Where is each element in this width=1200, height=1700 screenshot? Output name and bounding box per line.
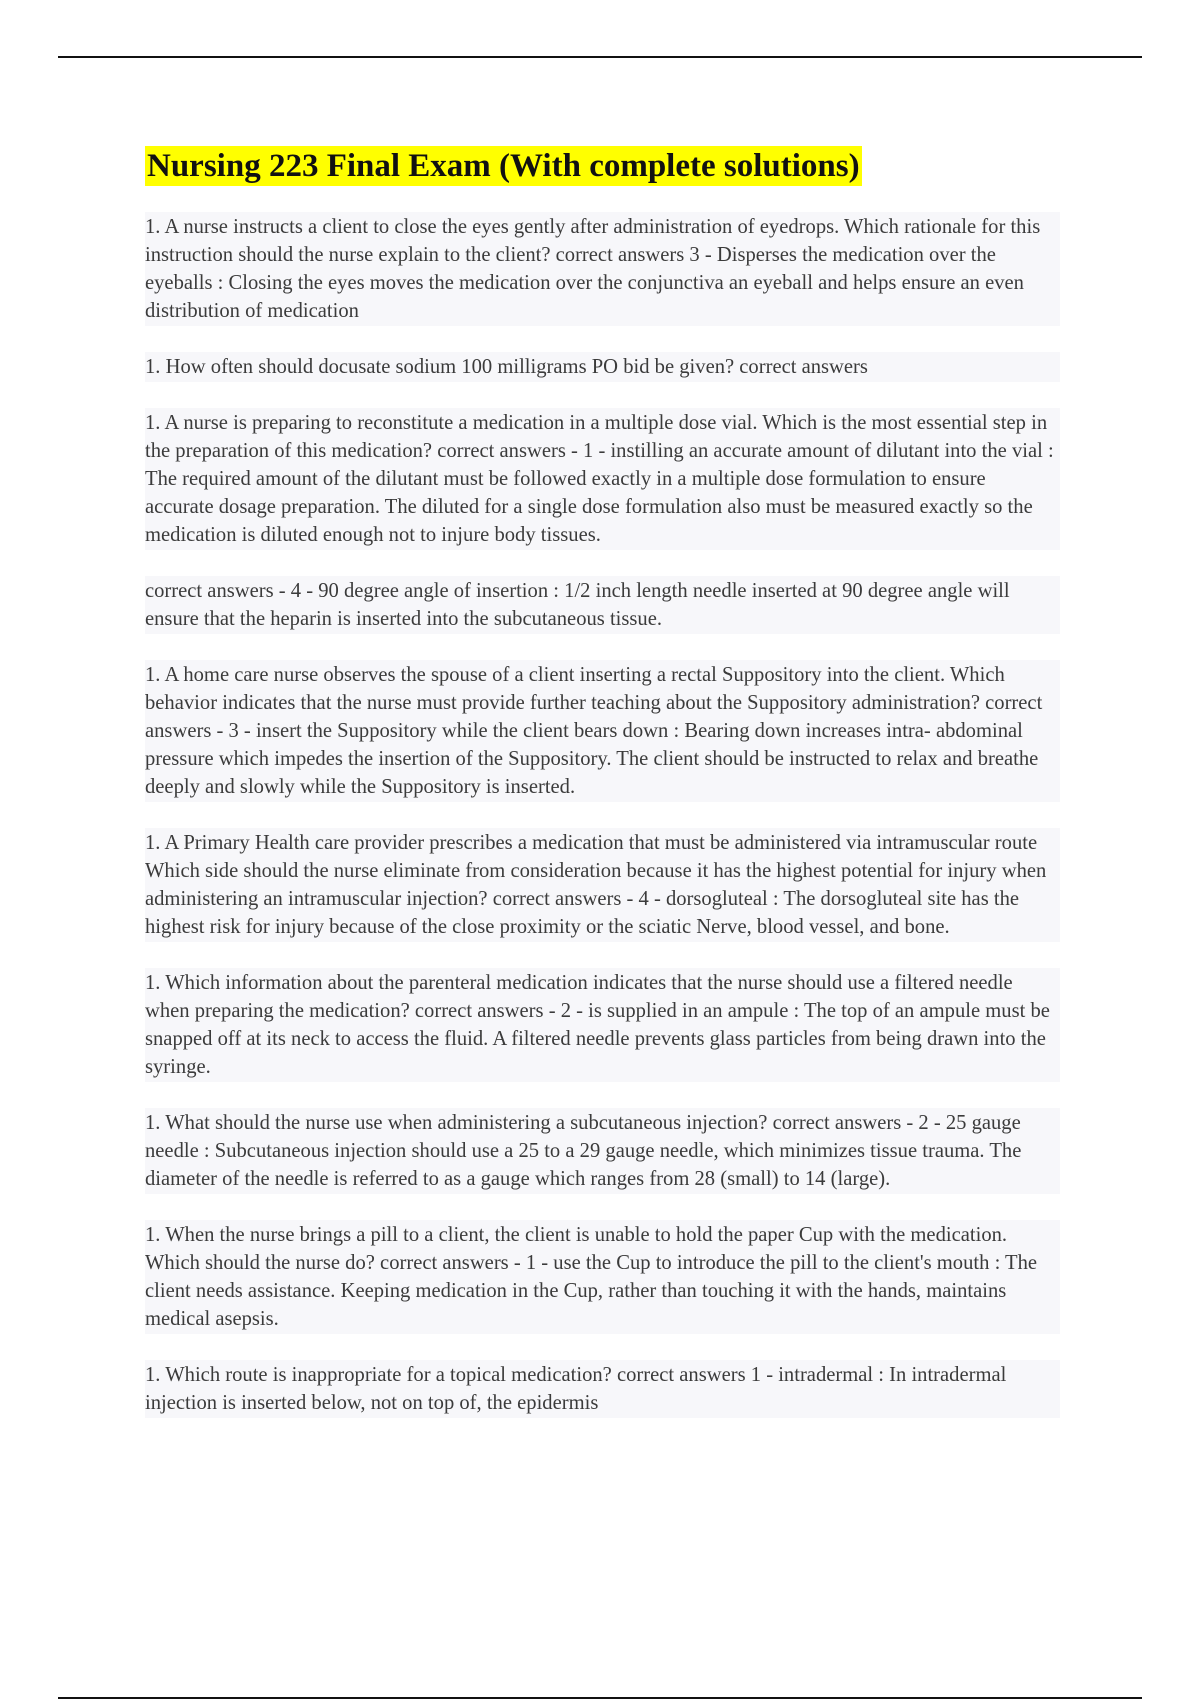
bottom-rule bbox=[58, 1697, 1142, 1699]
paragraph-3: 1. A nurse is preparing to reconstitute a medication in a multiple dose vial. Which is the most essential step in the preparation of this medication? correct answers - 1 - instilling an accurate amount of dilutant into the vial : The required amount of the dilutant must be followed exactly in a multiple dose formulation to ensure accurate dosage preparation. The diluted for a single dose formulation also must be measured exactly so the medication is diluted enough not to injure body tissues. bbox=[145, 408, 1060, 550]
paragraph-6: 1. A Primary Health care provider prescribes a medication that must be administered via intramuscular route Which side should the nurse eliminate from consideration because it has the highest potential for injury when administering an intramuscular injection? correct answers - 4 - dorsogluteal : The dorsogluteal site has the highest risk for injury because of the close proximity or the sciatic Nerve, blood vessel, and bone. bbox=[145, 828, 1060, 942]
paragraph-9: 1. When the nurse brings a pill to a client, the client is unable to hold the paper Cup with the medication. Which should the nurse do? correct answers - 1 - use the Cup to introduce the pill to the client's mouth : The client needs assistance. Keeping medication in the Cup, rather than touching it with the hands, maintains medical asepsis. bbox=[145, 1220, 1060, 1334]
paragraph-1: 1. A nurse instructs a client to close the eyes gently after administration of eyedrops. Which rationale for this instruction should the nurse explain to the client? correct answers 3 - Disperses the medication over the eyeballs : Closing the eyes moves the medication over the conjunctiva an eyeball and helps ensure an even distribution of medication bbox=[145, 212, 1060, 326]
top-rule bbox=[58, 56, 1142, 58]
paragraph-8: 1. What should the nurse use when administering a subcutaneous injection? correct answers - 2 - 25 gauge needle : Subcutaneous injection should use a 25 to a 29 gauge needle, which minimizes tissue trauma. The diameter of the needle is referred to as a gauge which ranges from 28 (small) to 14 (large). bbox=[145, 1108, 1060, 1194]
document-body bbox=[145, 146, 1060, 1444]
document-title: Nursing 223 Final Exam (With complete solutions) bbox=[147, 148, 860, 184]
paragraph-5: 1. A home care nurse observes the spouse of a client inserting a rectal Suppository into the client. Which behavior indicates that the nurse must provide further teaching about the Suppository administration? correct answers - 3 - insert the Suppository while the client bears down : Bearing down increases intra- abdominal pressure which impedes the insertion of the Suppository. The client should be instructed to relax and breathe deeply and slowly while the Suppository is inserted. bbox=[145, 660, 1060, 802]
paragraph-7: 1. Which information about the parenteral medication indicates that the nurse should use a filtered needle when preparing the medication? correct answers - 2 - is supplied in an ampule : The top of an ampule must be snapped off at its neck to access the fluid. A filtered needle prevents glass particles from being drawn into the syringe. bbox=[145, 968, 1060, 1082]
paragraph-2: 1. How often should docusate sodium 100 milligrams PO bid be given? correct answers bbox=[145, 352, 1060, 382]
paragraph-4: correct answers - 4 - 90 degree angle of insertion : 1/2 inch length needle inserted at 90 degree angle will ensure that the heparin is inserted into the subcutaneous tissue. bbox=[145, 576, 1060, 634]
paragraph-10: 1. Which route is inappropriate for a topical medication? correct answers 1 - intradermal : In intradermal injection is inserted below, not on top of, the epidermis bbox=[145, 1360, 1060, 1418]
